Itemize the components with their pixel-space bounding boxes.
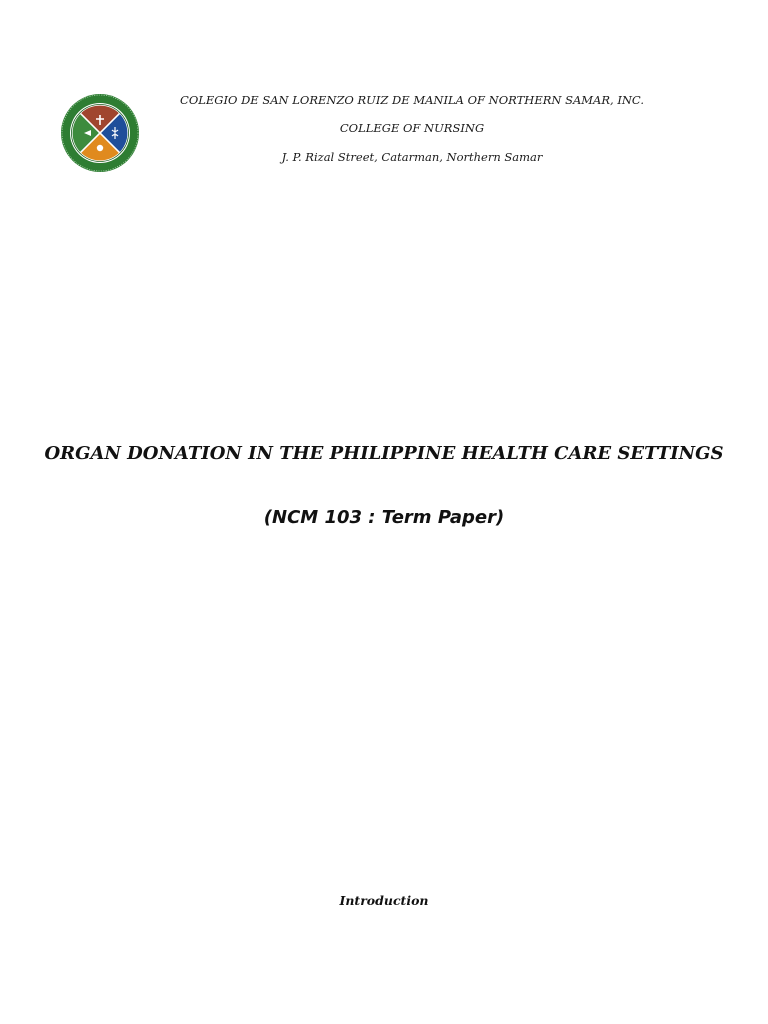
institution-address: J. P. Rizal Street, Catarman, Northern Samar	[281, 150, 543, 164]
paper-subtitle: (NCM 103 : Term Paper)	[263, 507, 505, 528]
section-heading-introduction: Introduction	[339, 893, 429, 908]
paper-title: ORGAN DONATION IN THE PHILIPPINE HEALTH CARE SETTINGS	[44, 443, 724, 464]
institution-name: COLEGIO DE SAN LORENZO RUIZ DE MANILA OF NORTHERN SAMAR, INC.	[180, 93, 644, 107]
college-name: COLLEGE OF NURSING	[339, 121, 485, 135]
